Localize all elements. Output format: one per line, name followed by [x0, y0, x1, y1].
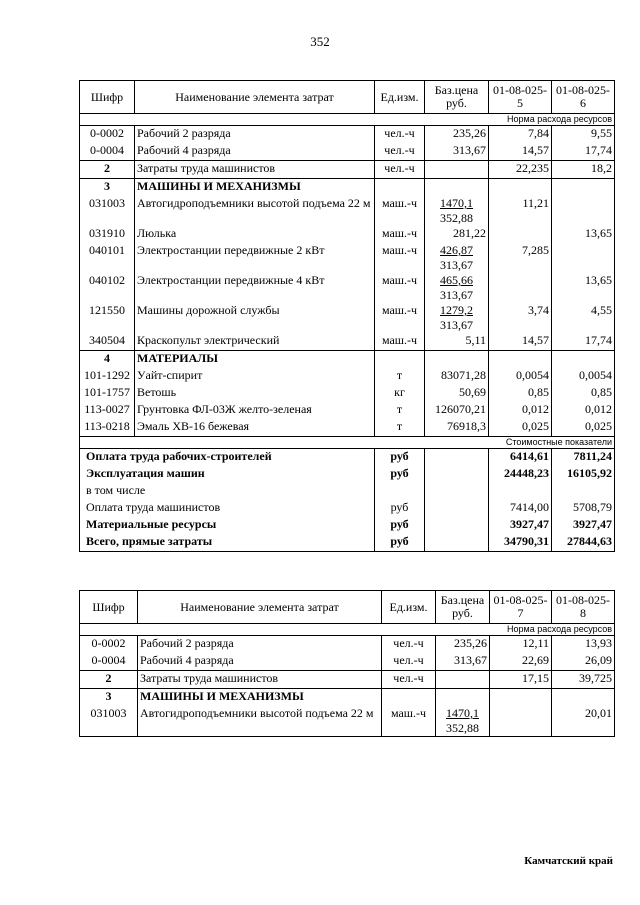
row-value-1 [489, 226, 552, 243]
summary-unit: руб [375, 534, 425, 552]
row-value-1: 7,84 [489, 126, 552, 144]
summary-name: Материальные ресурсы [80, 517, 375, 534]
section-row [80, 179, 615, 197]
row-value-1: 22,69 [490, 653, 552, 671]
row-code: 340504 [80, 333, 135, 351]
row-code: 113-0218 [80, 419, 135, 437]
row-code: 2 [80, 671, 138, 689]
header-name: Наименование элемента затрат [138, 591, 382, 624]
summary-row [80, 466, 615, 483]
row-code: 101-1757 [80, 385, 135, 402]
summary-unit: руб [375, 466, 425, 483]
row-value-2: 20,01 [552, 706, 615, 737]
row-name: Рабочий 2 разряда [135, 126, 375, 144]
cost-label: Стоимостные показатели [80, 437, 615, 449]
row-value-1: 11,21 [489, 196, 552, 226]
summary-name: Эксплуатация машин [80, 466, 375, 483]
table-row [80, 402, 615, 419]
row-price: 50,69 [425, 385, 489, 402]
row-name: Грунтовка ФЛ-03Ж желто-зеленая [135, 402, 375, 419]
row-name: Машины дорожной службы [135, 303, 375, 333]
row-name: Рабочий 4 разряда [135, 143, 375, 161]
row-code: 040102 [80, 273, 135, 303]
header-code: Шифр [80, 81, 135, 114]
summary-value-2: 7811,24 [552, 449, 615, 467]
section-code: 3 [80, 179, 135, 197]
table-row [80, 243, 615, 273]
norm-label: Норма расхода ресурсов [80, 114, 615, 126]
row-price-wage: 313,67 [440, 258, 473, 272]
section-row [80, 689, 615, 707]
summary-row [80, 500, 615, 517]
row-unit: т [375, 402, 425, 419]
section-code: 4 [80, 351, 135, 369]
table-row [80, 653, 615, 671]
summary-value-2: 27844,63 [552, 534, 615, 552]
row-code: 0-0002 [80, 126, 135, 144]
row-unit: кг [375, 385, 425, 402]
row-price-machine: 426,87 [440, 243, 473, 257]
table-row [80, 368, 615, 385]
section-title: МАШИНЫ И МЕХАНИЗМЫ [135, 179, 375, 197]
row-code: 031003 [80, 706, 138, 737]
row-value-2: 13,65 [552, 273, 615, 303]
summary-row [80, 517, 615, 534]
row-value-1: 3,74 [489, 303, 552, 333]
row-unit: чел.-ч [382, 653, 436, 671]
row-unit: т [375, 368, 425, 385]
row-value-2 [552, 196, 615, 226]
header-col2: 01-08-025-8 [552, 591, 615, 624]
row-value-1: 0,85 [489, 385, 552, 402]
row-unit: чел.-ч [375, 143, 425, 161]
row-price: 313,67 [425, 143, 489, 161]
row-unit: т [375, 419, 425, 437]
summary-value-1: 7414,00 [489, 500, 552, 517]
row-code: 101-1292 [80, 368, 135, 385]
row-value-2: 26,09 [552, 653, 615, 671]
summary-value-1: 34790,31 [489, 534, 552, 552]
row-code: 040101 [80, 243, 135, 273]
row-value-2: 0,0054 [552, 368, 615, 385]
row-name: Электростанции передвижные 2 кВт [135, 243, 375, 273]
resource-table-1 [79, 80, 615, 552]
summary-value-2: 16105,92 [552, 466, 615, 483]
table-row [80, 706, 615, 737]
header-unit: Ед.изм. [382, 591, 436, 624]
table-row [80, 273, 615, 303]
row-price-machine: 465,66 [440, 273, 473, 287]
table-row [80, 671, 615, 689]
row-value-2: 17,74 [552, 333, 615, 351]
header-unit: Ед.изм. [375, 81, 425, 114]
table-row [80, 303, 615, 333]
region-footer: Камчатский край [524, 855, 613, 867]
row-value-2: 13,65 [552, 226, 615, 243]
section-code: 3 [80, 689, 138, 707]
summary-name: Оплата труда рабочих-строителей [80, 449, 375, 467]
table-row [80, 226, 615, 243]
row-name: Электростанции передвижные 4 кВт [135, 273, 375, 303]
summary-value-1: 24448,23 [489, 466, 552, 483]
row-unit: маш.-ч [375, 273, 425, 303]
summary-value-1: 3927,47 [489, 517, 552, 534]
row-value-2: 39,725 [552, 671, 615, 689]
row-code: 0-0004 [80, 143, 135, 161]
summary-row [80, 449, 615, 467]
row-price [425, 161, 489, 179]
row-price: 5,11 [425, 333, 489, 351]
table-row [80, 126, 615, 144]
section-row [80, 351, 615, 369]
row-unit: маш.-ч [375, 226, 425, 243]
row-unit: чел.-ч [375, 161, 425, 179]
row-price: 313,67 [436, 653, 490, 671]
row-name: Затраты труда машинистов [138, 671, 382, 689]
table-row [80, 161, 615, 179]
summary-row [80, 483, 615, 500]
table-row [80, 143, 615, 161]
row-price-wage: 352,88 [440, 211, 473, 225]
row-price: 126070,21 [425, 402, 489, 419]
row-price-machine: 1470,1 [440, 196, 473, 210]
table-row [80, 196, 615, 226]
summary-name: Оплата труда машинистов [80, 500, 375, 517]
row-unit: маш.-ч [375, 333, 425, 351]
row-name: Автогидроподъемники высотой подъема 22 м [138, 706, 382, 737]
table-row [80, 636, 615, 654]
row-name: Затраты труда машинистов [135, 161, 375, 179]
row-name: Уайт-спирит [135, 368, 375, 385]
resource-table-2 [79, 590, 615, 737]
row-code: 113-0027 [80, 402, 135, 419]
row-name: Рабочий 2 разряда [138, 636, 382, 654]
summary-name: Всего, прямые затраты [80, 534, 375, 552]
row-value-1: 14,57 [489, 143, 552, 161]
row-value-1 [490, 706, 552, 737]
header-code: Шифр [80, 591, 138, 624]
row-price: 235,26 [436, 636, 490, 654]
row-value-2: 4,55 [552, 303, 615, 333]
summary-value-1: 6414,61 [489, 449, 552, 467]
header-price: Баз.цена руб. [425, 81, 489, 114]
row-value-2: 17,74 [552, 143, 615, 161]
row-value-2 [552, 243, 615, 273]
row-value-1: 7,285 [489, 243, 552, 273]
row-price-machine: 1279,2 [440, 303, 473, 317]
row-value-1: 0,012 [489, 402, 552, 419]
section-title: МАТЕРИАЛЫ [135, 351, 375, 369]
summary-unit: руб [375, 500, 425, 517]
header-name: Наименование элемента затрат [135, 81, 375, 114]
row-price: 83071,28 [425, 368, 489, 385]
row-price-wage: 313,67 [440, 288, 473, 302]
summary-value-2: 5708,79 [552, 500, 615, 517]
row-price-wage: 313,67 [440, 318, 473, 332]
row-value-1: 12,11 [490, 636, 552, 654]
row-value-2: 0,85 [552, 385, 615, 402]
row-unit: чел.-ч [375, 126, 425, 144]
row-value-1: 22,235 [489, 161, 552, 179]
row-unit: маш.-ч [382, 706, 436, 737]
row-value-2: 0,012 [552, 402, 615, 419]
header-col1: 01-08-025-7 [490, 591, 552, 624]
row-code: 031003 [80, 196, 135, 226]
row-name: Эмаль ХВ-16 бежевая [135, 419, 375, 437]
row-price: 281,22 [425, 226, 489, 243]
row-name: Ветошь [135, 385, 375, 402]
row-value-1: 0,0054 [489, 368, 552, 385]
row-name: Краскопульт электрический [135, 333, 375, 351]
row-name: Автогидроподъемники высотой подъема 22 м [135, 196, 375, 226]
row-unit: маш.-ч [375, 303, 425, 333]
row-code: 0-0002 [80, 636, 138, 654]
summary-value-2: 3927,47 [552, 517, 615, 534]
header-col1: 01-08-025-5 [489, 81, 552, 114]
row-unit: чел.-ч [382, 671, 436, 689]
header-col2: 01-08-025-6 [552, 81, 615, 114]
header-price: Баз.цена руб. [436, 591, 490, 624]
row-unit: маш.-ч [375, 243, 425, 273]
row-code: 121550 [80, 303, 135, 333]
row-price-wage: 352,88 [446, 721, 479, 735]
page-number: 352 [310, 34, 330, 49]
row-value-2: 13,93 [552, 636, 615, 654]
row-price [436, 671, 490, 689]
section-title: МАШИНЫ И МЕХАНИЗМЫ [138, 689, 382, 707]
row-price: 235,26 [425, 126, 489, 144]
row-value-1: 14,57 [489, 333, 552, 351]
summary-name: в том числе [80, 483, 375, 500]
table-row [80, 385, 615, 402]
row-code: 2 [80, 161, 135, 179]
row-code: 031910 [80, 226, 135, 243]
row-name: Люлька [135, 226, 375, 243]
row-value-1: 17,15 [490, 671, 552, 689]
row-unit: маш.-ч [375, 196, 425, 226]
row-value-2: 9,55 [552, 126, 615, 144]
row-value-1: 0,025 [489, 419, 552, 437]
table-row [80, 333, 615, 351]
row-price-machine: 1470,1 [446, 706, 479, 720]
summary-unit: руб [375, 449, 425, 467]
row-value-1 [489, 273, 552, 303]
row-unit: чел.-ч [382, 636, 436, 654]
summary-row [80, 534, 615, 552]
table-row [80, 419, 615, 437]
summary-unit: руб [375, 517, 425, 534]
row-value-2: 18,2 [552, 161, 615, 179]
row-name: Рабочий 4 разряда [138, 653, 382, 671]
row-code: 0-0004 [80, 653, 138, 671]
row-value-2: 0,025 [552, 419, 615, 437]
row-price: 76918,3 [425, 419, 489, 437]
norm-label: Норма расхода ресурсов [80, 624, 615, 636]
